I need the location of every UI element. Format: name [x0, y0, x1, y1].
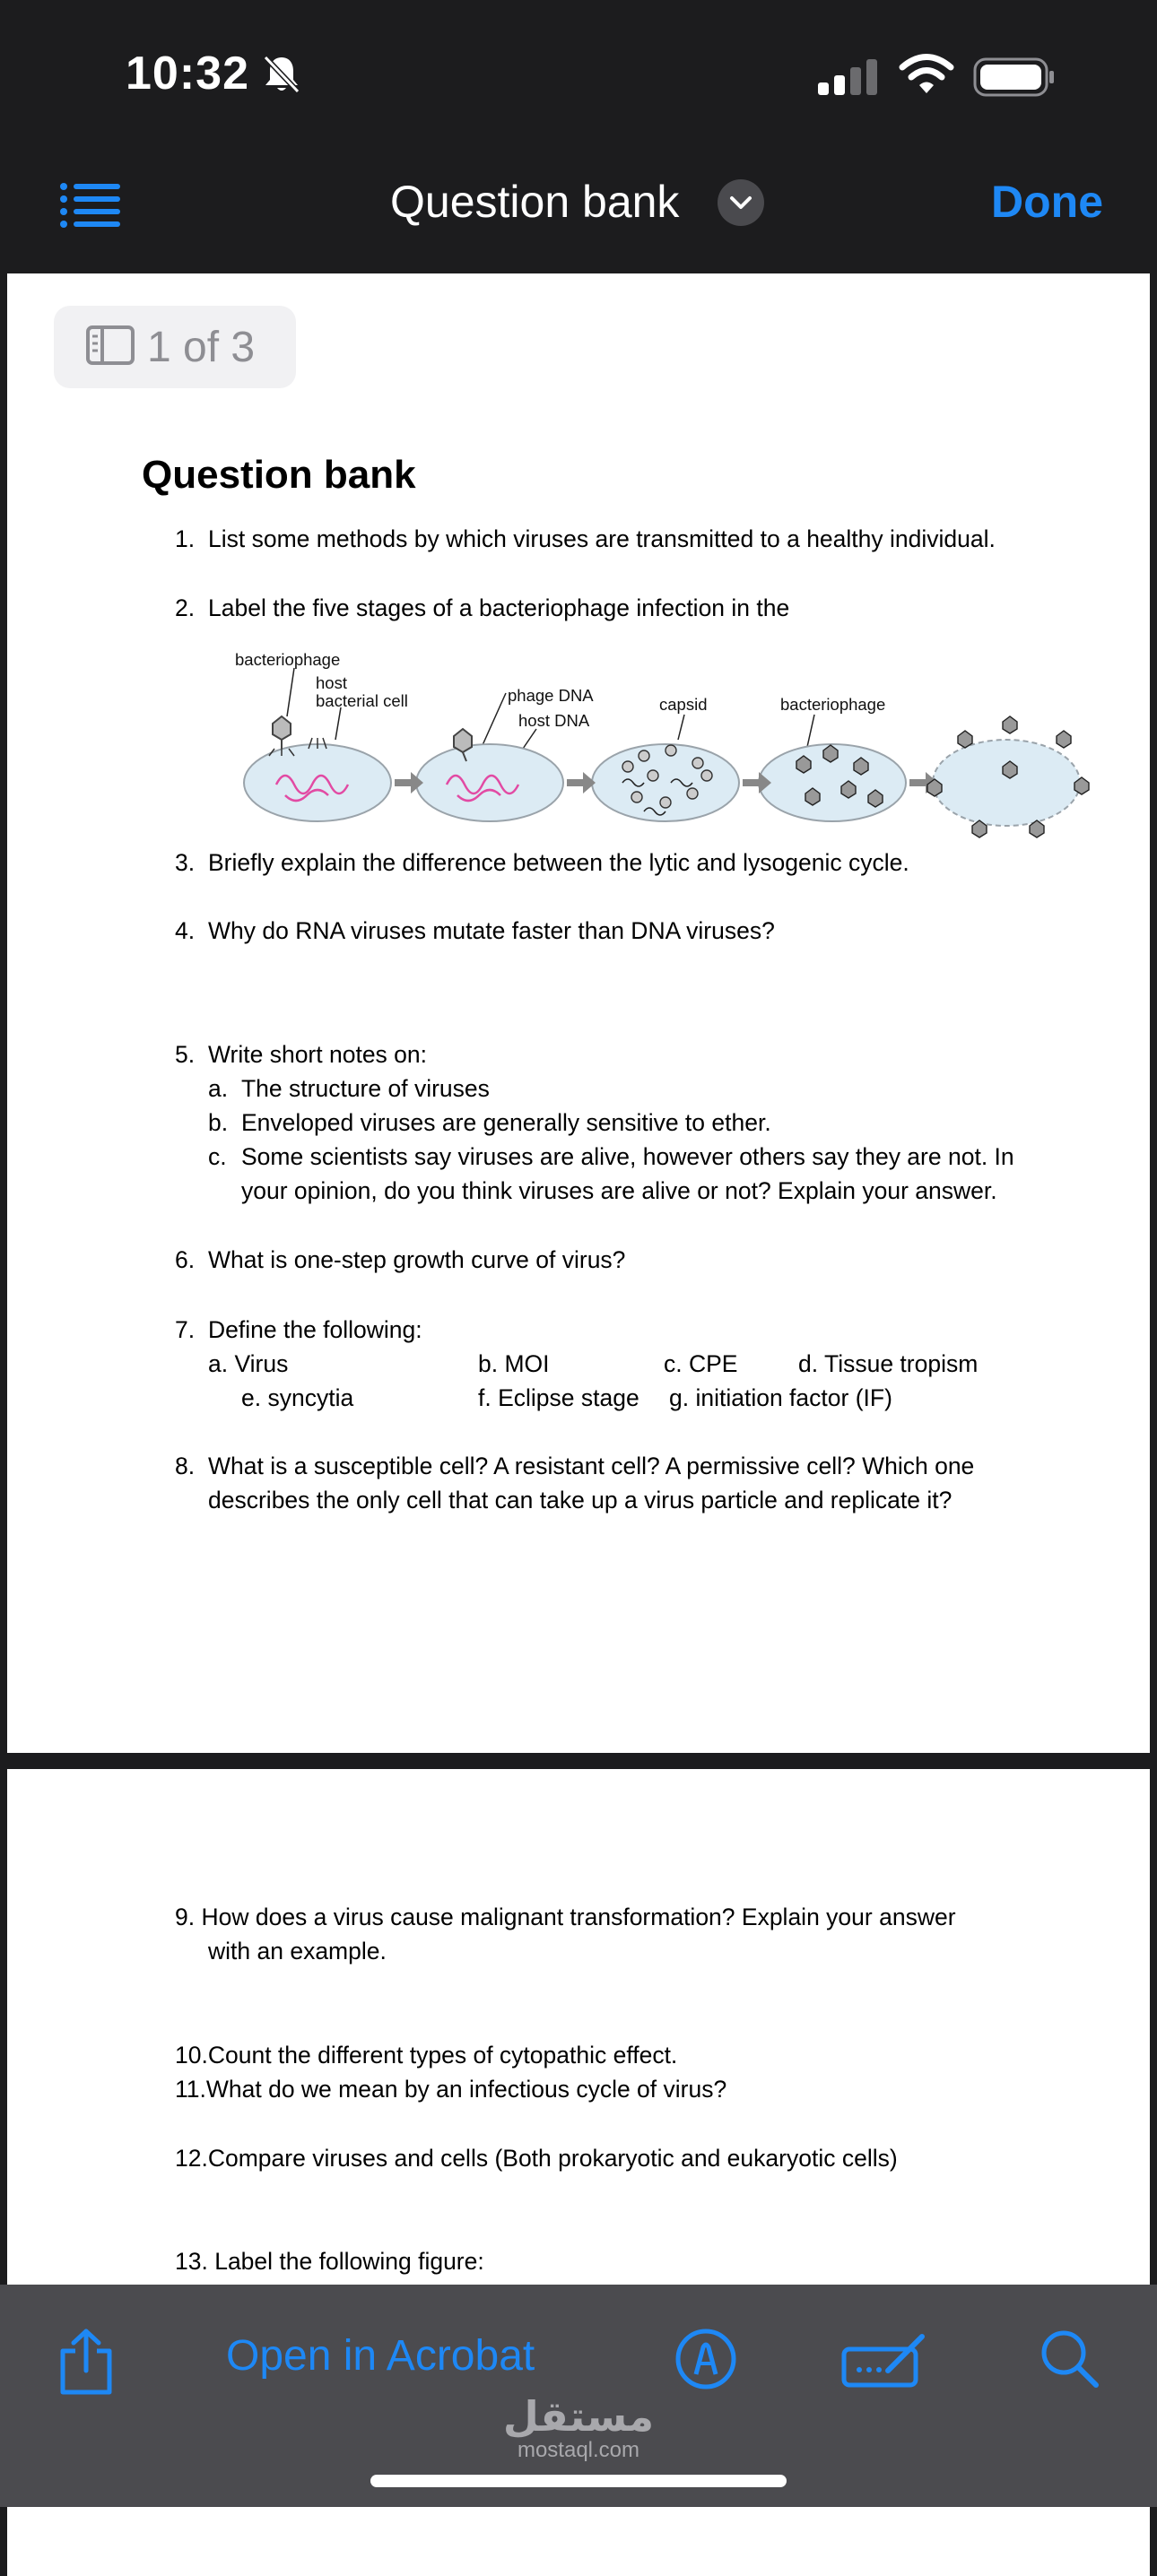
- diagram-label-host-dna: host DNA: [518, 711, 590, 730]
- question-5-item-c-cont: your opinion, do you think viruses are alive or not? Explain your answer.: [241, 1177, 997, 1204]
- home-indicator[interactable]: [370, 2475, 787, 2487]
- question-10: 10.Count the different types of cytopathic effect.: [175, 2042, 678, 2069]
- status-bar: [0, 0, 1157, 134]
- question-8-cont: describes the only cell that can take up a virus particle and replicate it?: [208, 1487, 953, 1514]
- question-5-item-a: a. The structure of viruses: [208, 1075, 490, 1102]
- question-7: 7. Define the following:: [175, 1316, 422, 1343]
- diagram-label-phage-dna: phage DNA: [508, 686, 594, 705]
- outline-list-icon[interactable]: [59, 181, 120, 236]
- term-f: f. Eclipse stage: [478, 1384, 639, 1411]
- title-menu-button[interactable]: [718, 179, 764, 226]
- diagram-label-host: host: [316, 673, 347, 692]
- share-icon[interactable]: [57, 2328, 115, 2400]
- status-time: 10:32: [126, 48, 249, 100]
- term-e: e. syncytia: [241, 1384, 354, 1411]
- document-title[interactable]: Question bank: [390, 177, 680, 227]
- bottom-toolbar: [0, 2285, 1157, 2507]
- question-5: 5. Write short notes on:: [175, 1041, 428, 1068]
- term-c: c. CPE: [664, 1350, 738, 1377]
- diagram-label-bacteriophage: bacteriophage: [235, 650, 341, 669]
- watermark-arabic: مستقل: [502, 2392, 655, 2441]
- question-3: 3. Briefly explain the difference between the lytic and lysogenic cycle.: [175, 849, 909, 876]
- open-in-acrobat-button[interactable]: Open in Acrobat: [226, 2332, 535, 2380]
- question-6: 6. What is one-step growth curve of virus?: [175, 1246, 626, 1273]
- sidebar-icon: [86, 325, 135, 369]
- doc-heading: Question bank: [142, 453, 416, 497]
- wifi-icon: [899, 54, 954, 100]
- question-1: 1. List some methods by which viruses are transmitted to a healthy individual.: [175, 525, 996, 552]
- document-page-1: [7, 273, 1150, 1753]
- page-indicator[interactable]: [54, 306, 296, 388]
- diagram-label-bacterial-cell: bacterial cell: [316, 691, 408, 710]
- silent-bell-icon: [262, 54, 301, 100]
- question-9-cont: with an example.: [208, 1938, 387, 1965]
- term-g: g. initiation factor (IF): [669, 1384, 892, 1411]
- question-5-item-b: b. Enveloped viruses are generally sensitive to ether.: [208, 1109, 771, 1136]
- signature-icon[interactable]: [841, 2331, 927, 2393]
- term-a: a. Virus: [208, 1350, 289, 1377]
- question-12: 12.Compare viruses and cells (Both prokaryotic and eukaryotic cells): [175, 2145, 898, 2172]
- nav-bar: [0, 152, 1157, 269]
- cellular-signal-icon: [818, 59, 883, 100]
- question-9: 9. How does a virus cause malignant transformation? Explain your answer: [175, 1904, 956, 1930]
- mostaql-watermark: [502, 2394, 655, 2462]
- page-indicator-label: 1 of 3: [147, 323, 256, 371]
- question-4: 4. Why do RNA viruses mutate faster than DNA viruses?: [175, 917, 775, 944]
- term-b: b. MOI: [478, 1350, 550, 1377]
- diagram-label-capsid: capsid: [659, 695, 708, 714]
- question-5-item-c: c. Some scientists say viruses are alive, however others say they are not. In: [208, 1143, 1014, 1170]
- chevron-down-icon: [729, 195, 752, 211]
- question-11: 11.What do we mean by an infectious cycle of virus?: [175, 2076, 727, 2103]
- search-icon[interactable]: [1039, 2328, 1101, 2395]
- question-13: 13. Label the following figure:: [175, 2248, 484, 2275]
- battery-icon: [973, 57, 1056, 101]
- markup-pen-icon[interactable]: [674, 2328, 737, 2395]
- question-8: 8. What is a susceptible cell? A resistant cell? A permissive cell? Which one: [175, 1453, 975, 1479]
- term-d: d. Tissue tropism: [798, 1350, 979, 1377]
- done-button[interactable]: Done: [991, 177, 1103, 227]
- diagram-label-bacteriophage-2: bacteriophage: [780, 695, 886, 714]
- question-2: 2. Label the five stages of a bacteriophage infection in the: [175, 594, 790, 621]
- watermark-domain: mostaql.com: [517, 2438, 640, 2462]
